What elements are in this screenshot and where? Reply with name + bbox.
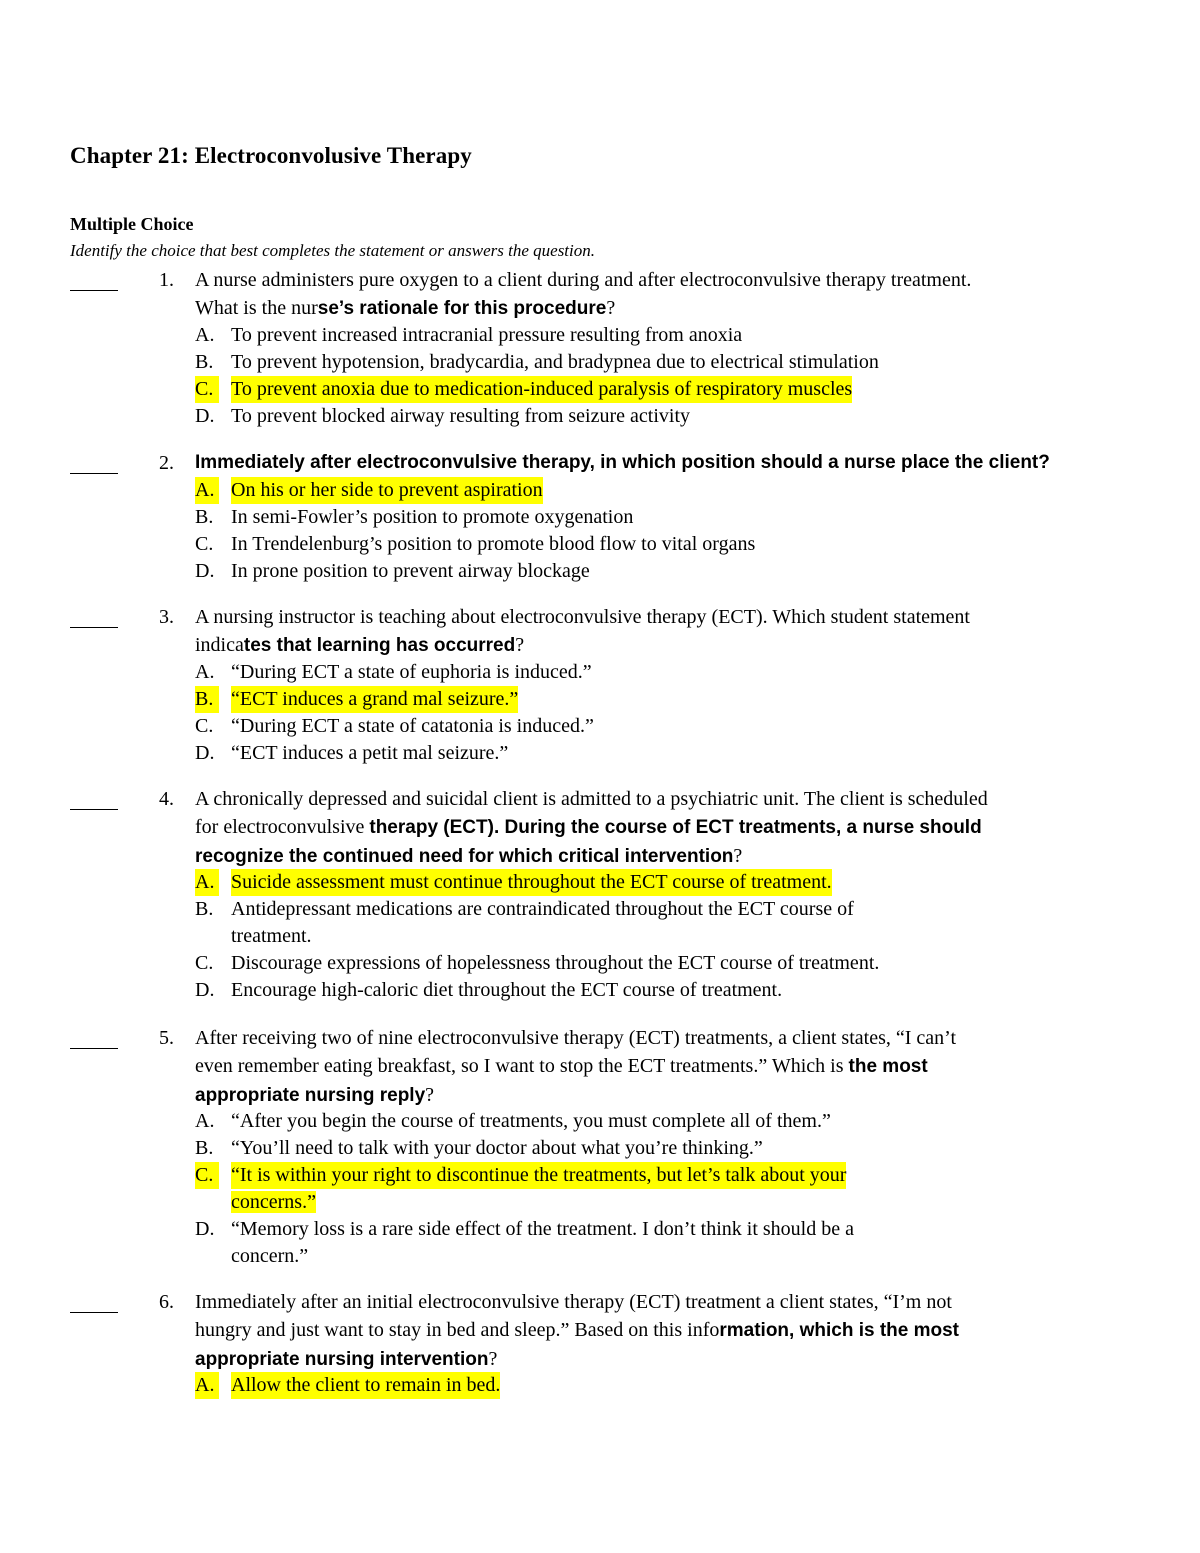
answer-option-d[interactable]	[195, 558, 590, 585]
answer-option-d[interactable]	[195, 740, 508, 767]
option-text: To prevent hypotension, bradycardia, and bradypnea due to electrical stimulation	[231, 351, 879, 373]
option-letter: C.	[195, 952, 214, 974]
option-text: “It is within your right to discontinue the treatments, but let’s talk about your	[231, 1162, 846, 1189]
option-letter: C.	[195, 1162, 219, 1189]
option-letter: D.	[195, 742, 215, 764]
option-letter: C.	[195, 533, 214, 555]
stem-line	[195, 1081, 1140, 1110]
option-text: Suicide assessment must continue throughout the ECT course of treatment.	[231, 869, 832, 896]
stem-segment: tes that learning has occurred	[243, 635, 516, 656]
option-text-continued	[195, 923, 854, 950]
option-text: “Memory loss is a rare side effect of the treatment. I don’t think it should be a	[231, 1218, 854, 1240]
stem-line	[195, 631, 1140, 660]
stem-segment: hungry and just want to stay in bed and sleep.” Based on this info	[195, 1319, 720, 1341]
option-letter: A.	[195, 661, 215, 683]
option-letter: A.	[195, 1372, 219, 1399]
option-letter: D.	[195, 405, 215, 427]
option-text: In Trendelenburg’s position to promote blood flow to vital organs	[231, 533, 756, 555]
option-letter: C.	[195, 715, 214, 737]
option-text-continued	[195, 1189, 846, 1216]
answer-option-d[interactable]	[195, 977, 782, 1004]
option-text-continued-inner: treatment.	[231, 925, 312, 947]
question-number: 5.	[159, 1027, 174, 1049]
answer-option-b[interactable]	[195, 896, 854, 950]
option-letter: B.	[195, 686, 219, 713]
stem-line	[195, 813, 1140, 842]
option-letter: D.	[195, 979, 215, 1001]
option-text: In semi-Fowler’s position to promote oxygenation	[231, 506, 634, 528]
stem-line: A nursing instructor is teaching about electroconvulsive therapy (ECT). Which student statement	[195, 606, 970, 628]
stem-segment: se’s rationale for this procedure	[317, 298, 607, 319]
question-number: 3.	[159, 606, 174, 628]
option-text: “You’ll need to talk with your doctor about what you’re thinking.”	[231, 1137, 763, 1159]
section-heading: Multiple Choice	[70, 214, 194, 234]
question-number: 4.	[159, 788, 174, 810]
option-text: To prevent blocked airway resulting from seizure activity	[231, 405, 690, 427]
option-letter: A.	[195, 1110, 215, 1132]
option-letter: B.	[195, 351, 214, 373]
option-letter: B.	[195, 1137, 214, 1159]
answer-option-b[interactable]	[195, 349, 879, 376]
stem-line: After receiving two of nine electroconvulsive therapy (ECT) treatments, a client states, “I can’t	[195, 1027, 956, 1049]
answer-option-d[interactable]	[195, 403, 690, 430]
question-stem	[195, 266, 1140, 323]
stem-segment: ?	[606, 297, 616, 319]
question-number: 6.	[159, 1291, 174, 1313]
stem-line	[195, 1316, 1140, 1345]
answer-blank[interactable]	[70, 290, 118, 291]
option-text-continued-inner: concern.”	[231, 1245, 309, 1267]
option-text: On his or her side to prevent aspiration	[231, 477, 543, 504]
option-letter: A.	[195, 324, 215, 346]
option-text: “ECT induces a grand mal seizure.”	[231, 686, 518, 713]
option-text: Antidepressant medications are contraindicated throughout the ECT course of	[231, 898, 854, 920]
answer-option-a[interactable]	[195, 1108, 831, 1135]
option-text: “After you begin the course of treatments, you must complete all of them.”	[231, 1110, 831, 1132]
answer-blank[interactable]	[70, 809, 118, 810]
stem-segment: ?	[488, 1348, 498, 1370]
stem-line: Immediately after electroconvulsive therapy, in which position should a nurse place the client?	[195, 452, 1050, 473]
stem-segment: the most	[848, 1056, 928, 1077]
stem-segment: appropriate nursing reply	[195, 1085, 426, 1106]
stem-segment: even remember eating breakfast, so I want to stop the ECT treatments.” Which is	[195, 1055, 849, 1077]
option-text: “During ECT a state of euphoria is induced.”	[231, 661, 592, 683]
option-letter: D.	[195, 1218, 215, 1240]
answer-option-b[interactable]	[195, 504, 633, 531]
option-letter: A.	[195, 869, 219, 896]
option-letter: D.	[195, 560, 215, 582]
option-text: To prevent increased intracranial pressure resulting from anoxia	[231, 324, 743, 346]
answer-blank[interactable]	[70, 627, 118, 628]
stem-line: Immediately after an initial electroconvulsive therapy (ECT) treatment a client states, “I’m not	[195, 1291, 952, 1313]
stem-segment: therapy (ECT). During the course of ECT treatments, a nurse should	[369, 817, 982, 838]
question-stem	[195, 603, 1140, 660]
question-stem	[195, 449, 1140, 477]
stem-line	[195, 1052, 1140, 1081]
option-text-continued	[195, 1243, 854, 1270]
question-stem	[195, 1288, 1140, 1374]
stem-segment: ?	[515, 634, 525, 656]
stem-segment: rmation, which is the most	[719, 1320, 960, 1341]
stem-segment: ?	[733, 845, 743, 867]
stem-line: A nurse administers pure oxygen to a client during and after electroconvulsive therapy treatment.	[195, 269, 972, 291]
stem-line: A chronically depressed and suicidal client is admitted to a psychiatric unit. The client is scheduled	[195, 788, 988, 810]
option-text: To prevent anoxia due to medication-induced paralysis of respiratory muscles	[231, 376, 852, 403]
answer-option-a[interactable]	[195, 477, 543, 504]
stem-segment: for electroconvulsive	[195, 816, 370, 838]
stem-segment: appropriate nursing intervention	[195, 1349, 489, 1370]
stem-line	[195, 294, 1140, 323]
option-text: Discourage expressions of hopelessness throughout the ECT course of treatment.	[231, 952, 880, 974]
stem-segment: What is the nur	[195, 297, 318, 319]
question-stem	[195, 785, 1140, 871]
answer-option-c[interactable]	[195, 376, 852, 403]
question-number: 1.	[159, 269, 174, 291]
question-stem	[195, 1024, 1140, 1110]
stem-segment: ?	[425, 1084, 435, 1106]
answer-option-a[interactable]	[195, 322, 742, 349]
answer-option-a[interactable]	[195, 659, 592, 686]
option-text: Encourage high-caloric diet throughout the ECT course of treatment.	[231, 979, 783, 1001]
stem-line	[195, 1345, 1140, 1374]
answer-blank[interactable]	[70, 1048, 118, 1049]
option-letter: C.	[195, 376, 219, 403]
option-text: “ECT induces a petit mal seizure.”	[231, 742, 509, 764]
answer-option-c[interactable]	[195, 713, 594, 740]
answer-option-c[interactable]	[195, 531, 755, 558]
instructions-text: Identify the choice that best completes the statement or answers the question.	[70, 241, 595, 260]
stem-segment: indica	[195, 634, 244, 656]
option-letter: B.	[195, 506, 214, 528]
answer-blank[interactable]	[70, 473, 118, 474]
answer-option-d[interactable]	[195, 1216, 854, 1270]
answer-blank[interactable]	[70, 1312, 118, 1313]
answer-option-b[interactable]	[195, 686, 518, 713]
answer-option-c[interactable]	[195, 950, 879, 977]
answer-option-a[interactable]	[195, 1372, 500, 1399]
stem-segment: recognize the continued need for which critical intervention	[195, 846, 734, 867]
option-text: In prone position to prevent airway blockage	[231, 560, 590, 582]
chapter-title: Chapter 21: Electroconvolusive Therapy	[70, 143, 472, 168]
option-text: Allow the client to remain in bed.	[231, 1372, 500, 1399]
question-number: 2.	[159, 452, 174, 474]
answer-option-b[interactable]	[195, 1135, 763, 1162]
option-text: “During ECT a state of catatonia is induced.”	[231, 715, 594, 737]
option-text-continued-inner: concerns.”	[231, 1191, 316, 1213]
option-letter: A.	[195, 477, 219, 504]
answer-option-a[interactable]	[195, 869, 832, 896]
stem-line	[195, 842, 1140, 871]
option-letter: B.	[195, 898, 214, 920]
answer-option-c[interactable]	[195, 1162, 846, 1216]
